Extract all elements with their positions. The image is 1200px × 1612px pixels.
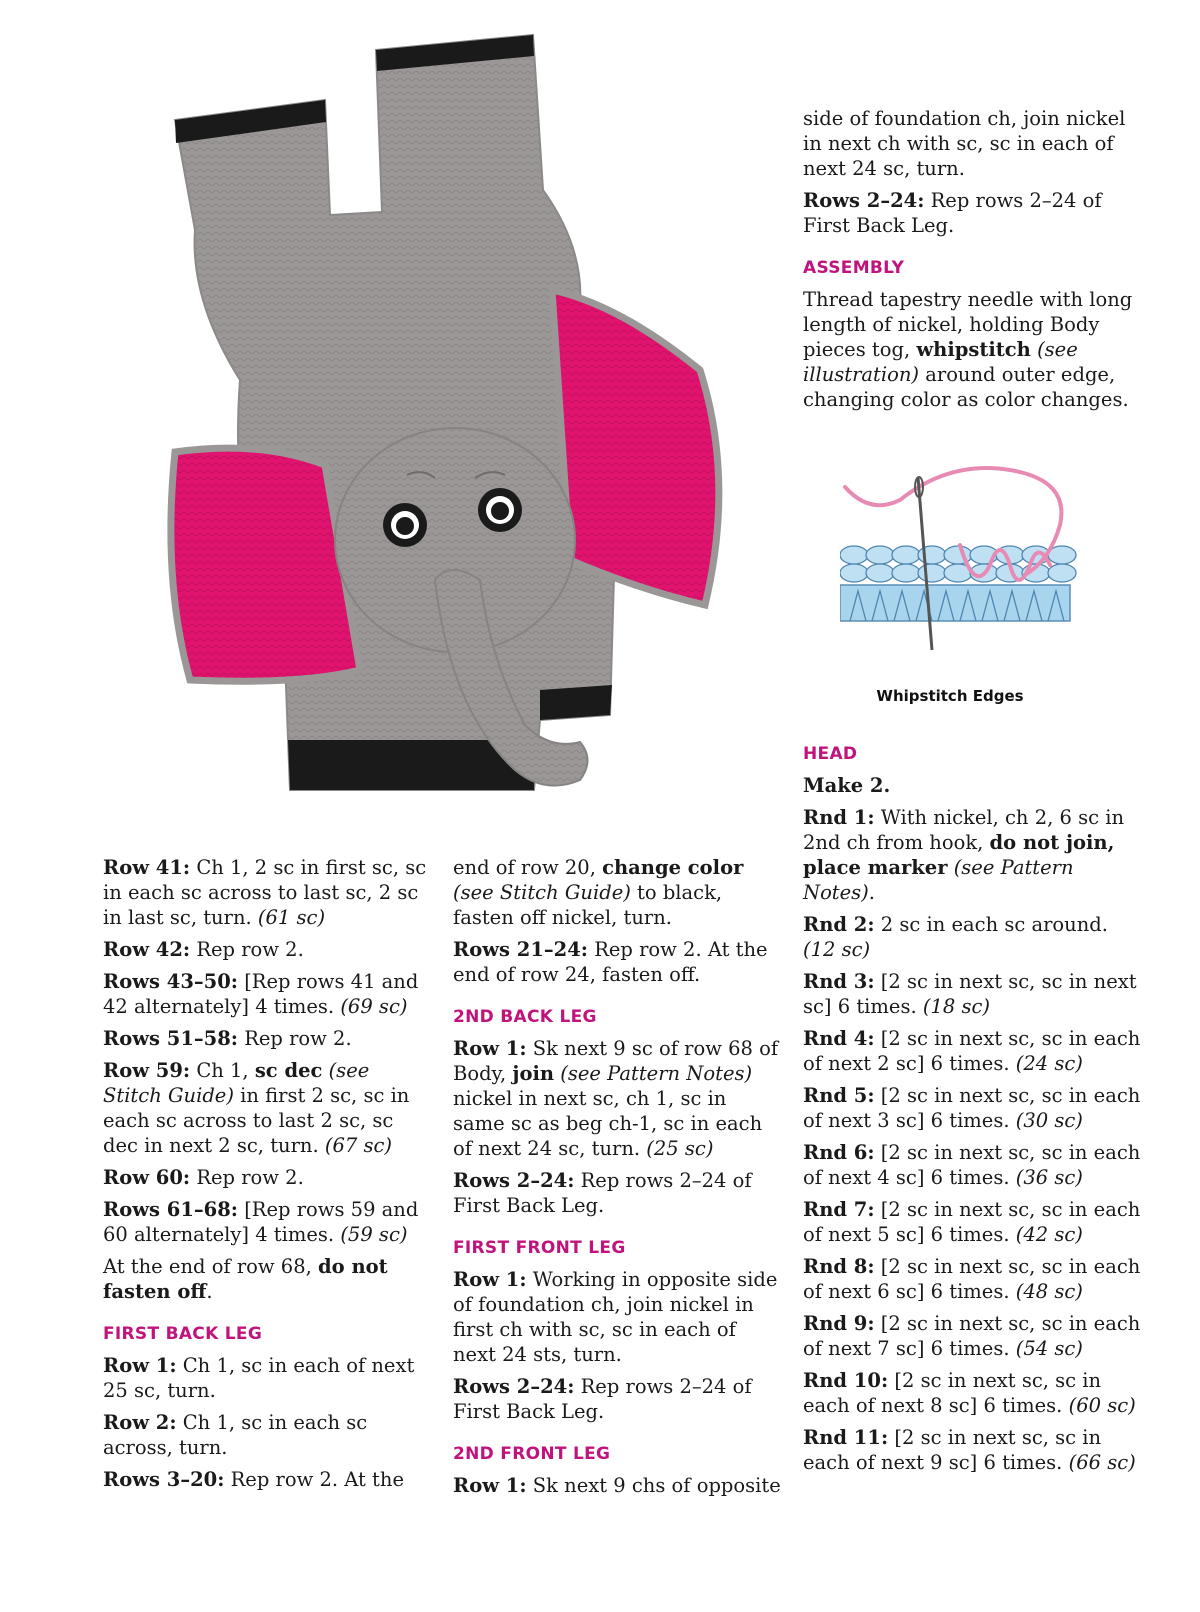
para-rnd-8: Rnd 8: [2 sc in next sc, sc in each of next 6 sc] 6 times. (48 sc)	[803, 1255, 1141, 1303]
para-rnd-1: Rnd 1: With nickel, ch 2, 6 sc in 2nd ch from hook, do not join, place marker (see Pattern Notes).	[803, 806, 1125, 904]
right-ear	[552, 290, 719, 605]
column-3-top	[803, 106, 1143, 419]
para-rnd-9: Rnd 9: [2 sc in next sc, sc in each of next 7 sc] 6 times. (54 sc)	[803, 1312, 1141, 1360]
para-end-row-20: end of row 20, change color (see Stitch Guide) to black, fasten off nickel, turn.	[453, 856, 744, 929]
para-rnd-3: Rnd 3: [2 sc in next sc, sc in next sc] 6 times. (18 sc)	[803, 970, 1137, 1018]
para-row-59: Row 59: Ch 1, sc dec (see Stitch Guide) in first 2 sc, sc in each sc across to last 2 sc, sc dec in next 2 sc, turn. (67 sc)	[103, 1059, 410, 1157]
para-rnd-5: Rnd 5: [2 sc in next sc, sc in each of next 3 sc] 6 times. (30 sc)	[803, 1084, 1141, 1132]
para-rows-3-20: Rows 3–20: Rep row 2. At the	[103, 1468, 404, 1491]
para-rnd-10: Rnd 10: [2 sc in next sc, sc in each of next 8 sc] 6 times. (60 sc)	[803, 1369, 1136, 1417]
para-rows-21-24: Rows 21–24: Rep row 2. At the end of row 24, fasten off.	[453, 938, 768, 986]
para-row-42: Row 42: Rep row 2.	[103, 938, 304, 961]
left-eye	[383, 503, 427, 547]
para-rnd-11: Rnd 11: [2 sc in next sc, sc in each of next 9 sc] 6 times. (66 sc)	[803, 1426, 1136, 1474]
para-first-front-rows-2-24: Rows 2–24: Rep rows 2–24 of First Back Leg.	[453, 1375, 752, 1423]
para-rows-43-50: Rows 43–50: [Rep rows 41 and 42 alternately] 4 times. (69 sc)	[103, 970, 419, 1018]
para-make-2: Make 2.	[803, 774, 891, 797]
front-right-cuff	[540, 685, 612, 720]
para-row-2: Row 2: Ch 1, sc in each sc across, turn.	[103, 1411, 368, 1459]
para-2nd-front-row-1: Row 1: Sk next 9 chs of opposite	[453, 1474, 781, 1497]
column-2	[453, 855, 783, 1505]
para-assembly: Thread tapestry needle with long length of nickel, holding Body pieces tog, whipstitch (see illustration) around outer edge, changing color as color changes.	[803, 288, 1133, 411]
elephant-blanket-photo	[150, 20, 770, 820]
left-ear	[171, 448, 360, 681]
para-rows-61-68: Rows 61–68: [Rep rows 59 and 60 alternately] 4 times. (59 sc)	[103, 1198, 419, 1246]
para-rows-51-58: Rows 51–58: Rep row 2.	[103, 1027, 352, 1050]
para-2nd-front-rows-2-24: Rows 2–24: Rep rows 2–24 of First Back Leg.	[803, 189, 1102, 237]
column-1	[103, 855, 433, 1499]
para-2nd-front-cont: side of foundation ch, join nickel in next ch with sc, sc in each of next 24 sc, turn.	[803, 107, 1126, 180]
heading-first-back-leg: FIRST BACK LEG	[103, 1324, 263, 1344]
heading-2nd-back-leg: 2ND BACK LEG	[453, 1007, 597, 1027]
heading-first-front-leg: FIRST FRONT LEG	[453, 1238, 626, 1258]
para-row-41: Row 41: Ch 1, 2 sc in first sc, sc in each sc across to last sc, 2 sc in last sc, turn. (61 sc)	[103, 856, 427, 929]
column-3-bottom	[803, 742, 1143, 1482]
para-end-row-68: At the end of row 68, do not fasten off.	[103, 1255, 388, 1303]
crochet-edge-bottom	[840, 585, 1070, 621]
para-first-front-row-1: Row 1: Working in opposite side of foundation ch, join nickel in first ch with sc, sc in each of next 24 sts, turn.	[453, 1268, 778, 1366]
para-2nd-back-row-1: Row 1: Sk next 9 sc of row 68 of Body, join (see Pattern Notes) nickel in next sc, ch 1, sc in same sc as beg ch-1, sc in each of next 24 sc, turn. (25 sc)	[453, 1037, 779, 1160]
para-rnd-6: Rnd 6: [2 sc in next sc, sc in each of next 4 sc] 6 times. (36 sc)	[803, 1141, 1141, 1189]
para-rnd-7: Rnd 7: [2 sc in next sc, sc in each of next 5 sc] 6 times. (42 sc)	[803, 1198, 1141, 1246]
para-2nd-back-rows-2-24: Rows 2–24: Rep rows 2–24 of First Back Leg.	[453, 1169, 752, 1217]
para-row-60: Row 60: Rep row 2.	[103, 1166, 304, 1189]
para-rnd-4: Rnd 4: [2 sc in next sc, sc in each of next 2 sc] 6 times. (24 sc)	[803, 1027, 1141, 1075]
right-eye	[478, 488, 522, 532]
heading-head: HEAD	[803, 744, 858, 764]
heading-2nd-front-leg: 2ND FRONT LEG	[453, 1444, 611, 1464]
heading-assembly: ASSEMBLY	[803, 258, 905, 278]
para-rnd-2: Rnd 2: 2 sc in each sc around. (12 sc)	[803, 913, 1108, 961]
illustration-caption: Whipstitch Edges	[876, 687, 1024, 705]
whipstitch-illustration	[840, 465, 1090, 665]
para-row-1: Row 1: Ch 1, sc in each of next 25 sc, turn.	[103, 1354, 415, 1402]
